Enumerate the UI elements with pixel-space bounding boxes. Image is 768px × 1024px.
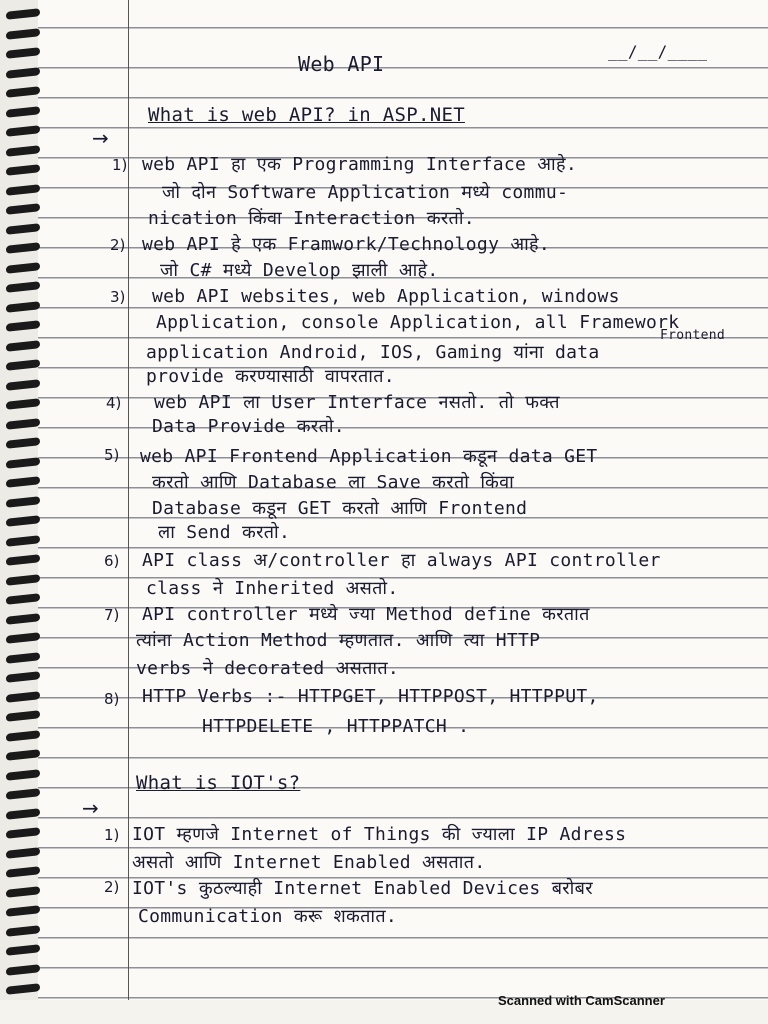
item-line: जो दोन Software Application मध्ये commu- xyxy=(162,182,569,203)
section1-heading: What is web API? in ASP.NET xyxy=(148,104,465,126)
item-line: ला Send करतो. xyxy=(158,522,291,543)
spiral-ring xyxy=(6,847,40,859)
spiral-ring xyxy=(6,67,40,79)
spiral-ring xyxy=(6,652,40,664)
item-number: 6) xyxy=(104,552,120,570)
item-line: जो C# मध्ये Develop झाली आहे. xyxy=(160,260,439,281)
item-line: असतो आणि Internet Enabled असतात. xyxy=(132,852,486,873)
item-number: 3) xyxy=(110,288,126,306)
item-line: web API हा एक Programming Interface आहे. xyxy=(142,154,577,175)
spiral-ring xyxy=(6,242,40,254)
margin-annotation: Frontend xyxy=(660,328,726,343)
section1-arrow-icon: → xyxy=(92,126,109,150)
spiral-ring xyxy=(6,964,40,976)
spiral-ring xyxy=(6,262,40,274)
item-line: provide करण्यासाठी वापरतात. xyxy=(146,366,395,387)
item-number: 1) xyxy=(104,826,120,844)
item-number: 2) xyxy=(104,878,120,896)
spiral-ring xyxy=(6,184,40,196)
spiral-ring xyxy=(6,340,40,352)
spiral-ring xyxy=(6,866,40,878)
spiral-ring xyxy=(6,398,40,410)
spiral-ring xyxy=(6,710,40,722)
spiral-ring xyxy=(6,86,40,98)
spiral-ring xyxy=(6,574,40,586)
spiral-ring xyxy=(6,632,40,644)
item-number: 8) xyxy=(104,690,120,708)
item-line: HTTP Verbs :- HTTPGET, HTTPPOST, HTTPPUT, xyxy=(142,686,599,707)
spiral-ring xyxy=(6,827,40,839)
spiral-ring xyxy=(6,164,40,176)
item-line: IOT's कुठल्याही Internet Enabled Devices बरोबर xyxy=(132,878,593,899)
spiral-ring xyxy=(6,359,40,371)
spiral-ring xyxy=(6,613,40,625)
section2-heading: What is IOT's? xyxy=(136,772,301,794)
item-line: Communication करू शकतात. xyxy=(138,906,398,927)
spiral-ring xyxy=(6,301,40,313)
spiral-ring xyxy=(6,983,40,995)
item-line: API class अ/controller हा always API controller xyxy=(142,550,661,571)
item-number: 4) xyxy=(106,394,122,412)
item-number: 1) xyxy=(112,156,128,174)
item-line: Data Provide करतो. xyxy=(152,416,345,437)
date-field: __/__/____ xyxy=(608,42,708,61)
item-line: class ने Inherited असतो. xyxy=(146,578,399,599)
item-line: application Android, IOS, Gaming यांना data xyxy=(146,342,600,363)
item-line: Database कडून GET करतो आणि Frontend xyxy=(152,498,528,519)
spiral-ring xyxy=(6,418,40,430)
spiral-ring xyxy=(6,730,40,742)
item-line: web API websites, web Application, windows xyxy=(152,286,620,307)
spiral-ring xyxy=(6,749,40,761)
spiral-binding xyxy=(0,0,38,1000)
spiral-ring xyxy=(6,535,40,547)
item-line: IOT म्हणजे Internet of Things की ज्याला IP Adress xyxy=(132,824,627,845)
spiral-ring xyxy=(6,457,40,469)
item-number: 2) xyxy=(110,236,126,254)
item-line: nication किंवा Interaction करतो. xyxy=(148,208,475,229)
item-line: त्यांना Action Method म्हणतात. आणि त्या HTTP xyxy=(136,630,541,651)
spiral-ring xyxy=(6,281,40,293)
spiral-ring xyxy=(6,671,40,683)
spiral-ring xyxy=(6,320,40,332)
spiral-ring xyxy=(6,593,40,605)
scanner-watermark: Scanned with CamScanner xyxy=(498,993,665,1008)
spiral-ring xyxy=(6,769,40,781)
spiral-ring xyxy=(6,223,40,235)
spiral-ring xyxy=(6,379,40,391)
spiral-ring xyxy=(6,496,40,508)
spiral-ring xyxy=(6,125,40,137)
item-line: verbs ने decorated असतात. xyxy=(136,658,400,679)
item-line: Application, console Application, all Framework xyxy=(156,312,680,333)
spiral-ring xyxy=(6,515,40,527)
item-line: API controller मध्ये ज्या Method define करतात xyxy=(142,604,590,625)
spiral-ring xyxy=(6,106,40,118)
page-title: Web API xyxy=(298,52,385,76)
spiral-ring xyxy=(6,476,40,488)
spiral-ring xyxy=(6,437,40,449)
item-line: web API हे एक Framwork/Technology आहे. xyxy=(142,234,551,255)
spiral-ring xyxy=(6,691,40,703)
item-line: HTTPDELETE , HTTPPATCH . xyxy=(202,716,470,737)
section2-arrow-icon: → xyxy=(82,796,99,820)
margin-line xyxy=(128,0,129,1000)
item-line: web API ला User Interface नसतो. तो फक्त xyxy=(154,392,560,413)
spiral-ring xyxy=(6,145,40,157)
spiral-ring xyxy=(6,554,40,566)
spiral-ring xyxy=(6,944,40,956)
item-line: web API Frontend Application कडून data GET xyxy=(140,446,598,467)
spiral-ring xyxy=(6,905,40,917)
item-number: 5) xyxy=(104,446,120,464)
spiral-ring xyxy=(6,925,40,937)
item-line: करतो आणि Database ला Save करतो किंवा xyxy=(152,472,515,493)
spiral-ring xyxy=(6,886,40,898)
spiral-ring xyxy=(6,788,40,800)
spiral-ring xyxy=(6,28,40,40)
spiral-ring xyxy=(6,203,40,215)
spiral-ring xyxy=(6,808,40,820)
spiral-ring xyxy=(6,47,40,59)
spiral-ring xyxy=(6,8,40,20)
item-number: 7) xyxy=(104,606,120,624)
